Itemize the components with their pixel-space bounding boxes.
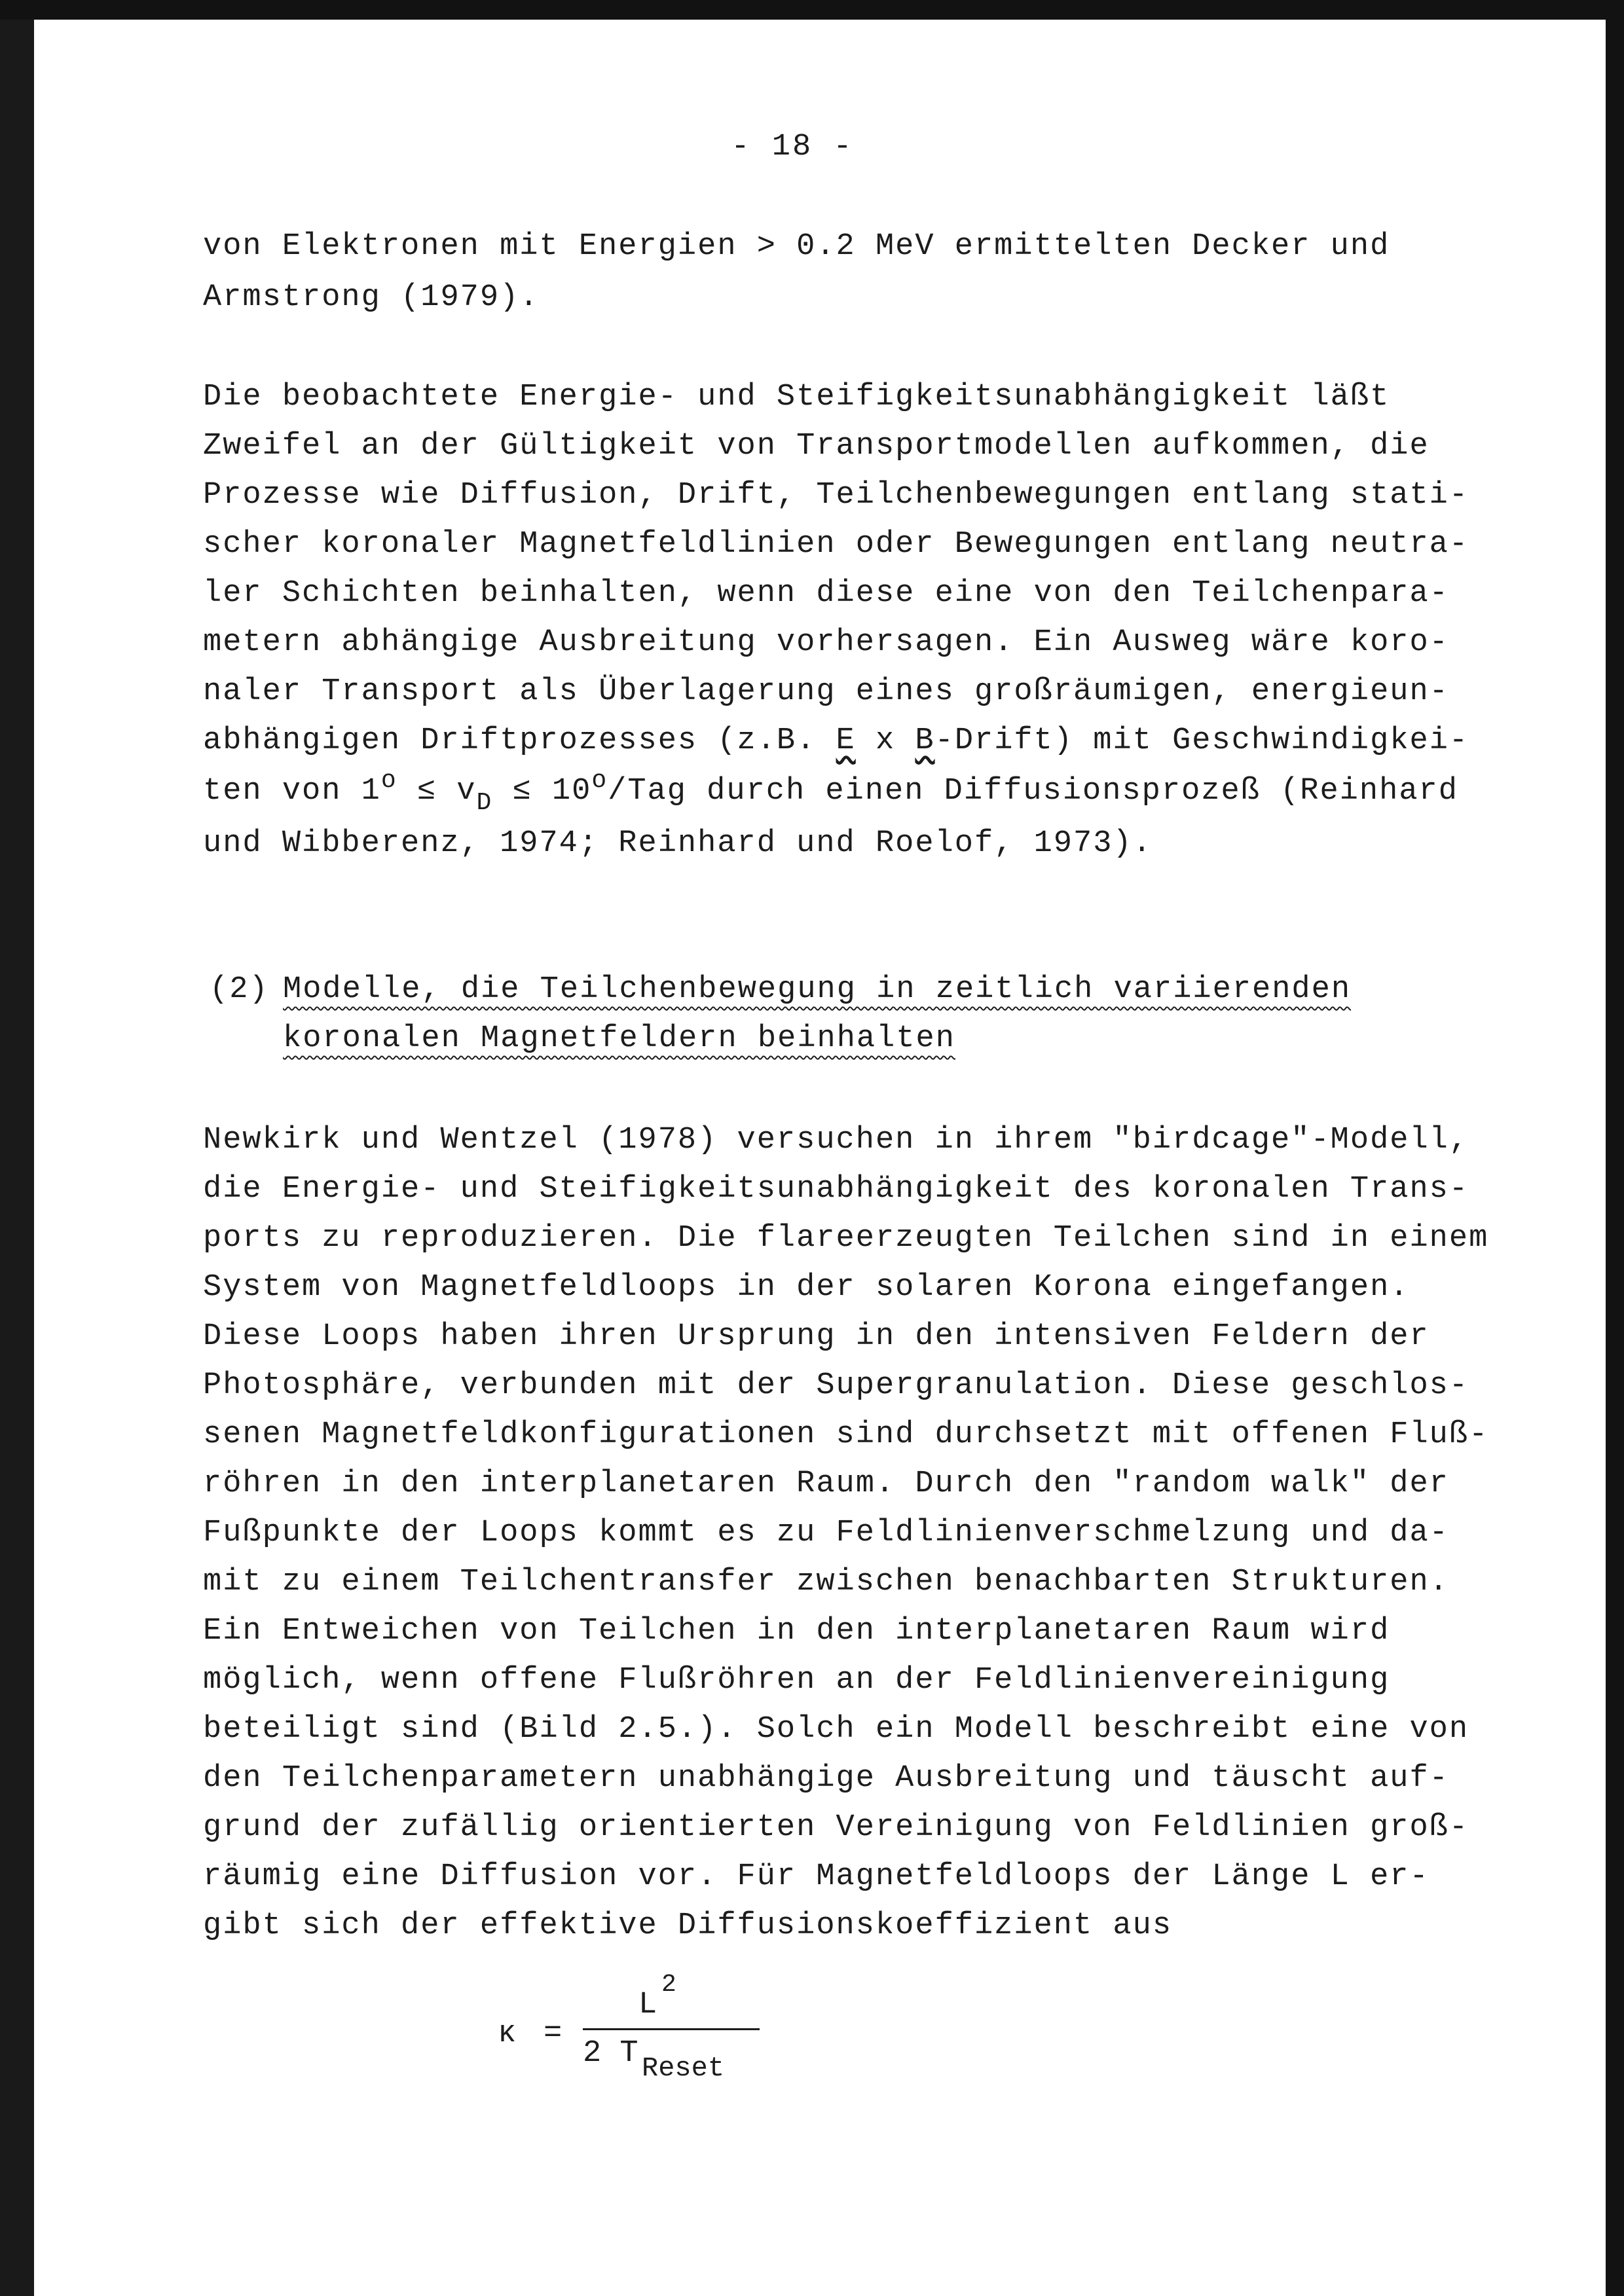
- degree-superscript: o: [591, 767, 608, 795]
- formula-numerator: L: [638, 1988, 657, 2022]
- text-line: und Wibberenz, 1974; Reinhard und Roelof, 1973).: [203, 826, 1153, 861]
- text-line: gibt sich der effektive Diffusionskoeffizient aus: [203, 1908, 1173, 1943]
- document-page: [34, 20, 1606, 2296]
- formula-denominator-subscript: Reset: [642, 2052, 725, 2084]
- text-line: grund der zufällig orientierten Vereinigung von Feldlinien groß-: [203, 1810, 1469, 1845]
- section-heading-line1: Modelle, die Teilchenbewegung in zeitlich variierenden: [283, 972, 1352, 1007]
- text-line: mit zu einem Teilchentransfer zwischen benachbarten Strukturen.: [203, 1565, 1449, 1599]
- text-line: den Teilchenparametern unabhängige Ausbreitung und täuscht auf-: [203, 1761, 1449, 1796]
- scan-border-right: [1606, 0, 1624, 2296]
- text-fragment: abhängigen Driftprozesses (z.B.: [203, 723, 836, 758]
- degree-superscript: o: [380, 767, 397, 795]
- text-line: Zweifel an der Gültigkeit von Transportmodellen aufkommen, die: [203, 429, 1430, 464]
- formula-kappa: κ: [498, 2016, 517, 2051]
- text-line: Diese Loops haben ihren Ursprung in den intensiven Feldern der: [203, 1319, 1430, 1354]
- text-line: naler Transport als Überlagerung eines großräumigen, energieun-: [203, 674, 1449, 709]
- text-line: ports zu reproduzieren. Die flareerzeugten Teilchen sind in einem: [203, 1221, 1489, 1256]
- text-line: Die beobachtete Energie- und Steifigkeitsunabhängigkeit läßt: [203, 380, 1390, 414]
- text-fragment: x: [855, 723, 915, 758]
- text-line: metern abhängige Ausbreitung vorhersagen. Ein Ausweg wäre koro-: [203, 625, 1449, 660]
- text-line: System von Magnetfeldloops in der solaren Korona eingefangen.: [203, 1270, 1410, 1305]
- formula-numerator-exponent: 2: [661, 1971, 676, 1999]
- text-line: möglich, wenn offene Flußröhren an der Feldlinienvereinigung: [203, 1663, 1390, 1698]
- page-number: - 18 -: [731, 130, 854, 164]
- text-line-velocity: [203, 767, 1458, 817]
- text-line: räumig eine Diffusion vor. Für Magnetfeldloops der Länge L er-: [203, 1859, 1430, 1894]
- text-line: beteiligt sind (Bild 2.5.). Solch ein Modell beschreibt eine von: [203, 1712, 1469, 1747]
- text-fragment: ten von 1: [203, 774, 381, 809]
- vector-e: E: [836, 723, 856, 758]
- text-line: Newkirk und Wentzel (1978) versuchen in ihrem "birdcage"-Modell,: [203, 1123, 1469, 1157]
- fraction-bar: [583, 2028, 760, 2030]
- text-line-drift: [203, 723, 1469, 758]
- text-fragment: /Tag durch einen Diffusionsprozeß (Reinhard: [608, 774, 1458, 809]
- scan-border-top: [0, 0, 1624, 20]
- text-line: Photosphäre, verbunden mit der Supergranulation. Diese geschlos-: [203, 1368, 1469, 1403]
- text-line: die Energie- und Steifigkeitsunabhängigkeit des koronalen Trans-: [203, 1172, 1469, 1207]
- text-line: senen Magnetfeldkonfigurationen sind durchsetzt mit offenen Fluß-: [203, 1417, 1489, 1452]
- text-fragment: ≤ 10: [492, 774, 592, 809]
- text-line: Fußpunkte der Loops kommt es zu Feldlinienverschmelzung und da-: [203, 1516, 1449, 1550]
- formula-denominator: 2 T: [583, 2036, 638, 2071]
- section-heading-line2: koronalen Magnetfeldern beinhalten: [283, 1021, 955, 1056]
- text-line: Ein Entweichen von Teilchen in den interplanetaren Raum wird: [203, 1614, 1390, 1649]
- text-line: Prozesse wie Diffusion, Drift, Teilchenbewegungen entlang stati-: [203, 478, 1469, 513]
- text-line: röhren in den interplanetaren Raum. Durch den "random walk" der: [203, 1467, 1449, 1501]
- velocity-subscript: D: [476, 789, 493, 817]
- text-fragment: ≤ v: [397, 774, 477, 809]
- text-fragment: -Drift) mit Geschwindigkei-: [934, 723, 1469, 758]
- formula-equals: =: [544, 2016, 563, 2051]
- diffusion-coefficient-formula: [498, 1971, 773, 2082]
- text-line: ler Schichten beinhalten, wenn diese eine von den Teilchenpara-: [203, 576, 1449, 611]
- text-line: scher koronaler Magnetfeldlinien oder Bewegungen entlang neutra-: [203, 527, 1469, 562]
- text-line: Armstrong (1979).: [203, 280, 540, 315]
- vector-b: B: [915, 723, 935, 758]
- section-number: (2): [210, 972, 269, 1007]
- text-line: von Elektronen mit Energien > 0.2 MeV ermittelten Decker und: [203, 229, 1390, 264]
